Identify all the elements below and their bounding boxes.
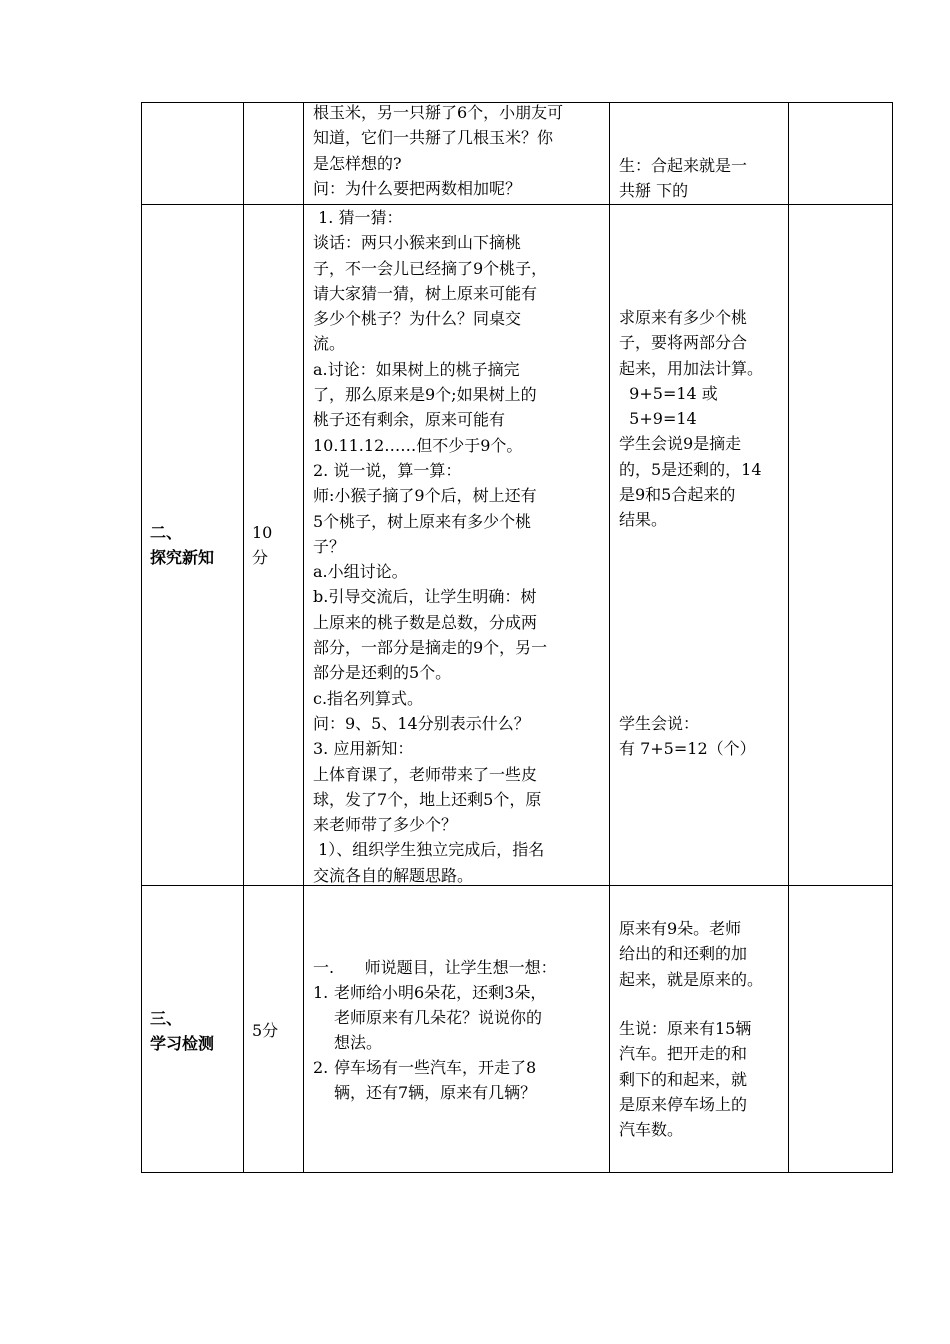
row3-student-activity-a: [619, 916, 763, 992]
row1-teacher-activity: [313, 100, 563, 201]
text-line: 2. 说一说，算一算：: [313, 460, 462, 480]
text-line: 球，发了7个，地上还剩5个，原: [313, 789, 542, 809]
table-border-bottom: [141, 1172, 893, 1173]
row3-student-activity-b: [619, 1016, 751, 1142]
text-line: 想法。: [334, 1033, 383, 1052]
col-border-3: [609, 102, 610, 1173]
text-line: 部分，一部分是摘走的9个，另一: [313, 638, 548, 658]
stage-title: 学习检测: [150, 1034, 215, 1053]
text-line: 学生会说9是摘走: [619, 434, 742, 454]
teacher-intro: 一. 师说题目，让学生想一想：: [313, 958, 557, 977]
text-line: c.指名列算式。: [313, 688, 424, 708]
text-line: 上体育课了，老师带来了一些皮: [313, 764, 538, 784]
text-line: 求原来有多少个桃: [619, 308, 748, 327]
text-line: 辆，还有7辆，原来有几辆？: [334, 1083, 537, 1102]
text-line: 给出的和还剩的加: [619, 944, 748, 964]
row2-teacher-activity: [313, 205, 547, 888]
text-line: 知道，它们一共掰了几根玉米？你: [313, 128, 554, 148]
text-line: a.讨论：如果树上的桃子摘完: [313, 359, 520, 379]
text-line: 汽车数。: [619, 1120, 684, 1140]
col-border-0: [141, 102, 142, 1173]
text-line: 来老师带了多少个？: [313, 815, 458, 835]
row1-student-activity: [619, 153, 747, 204]
text-line: 停车场有一些汽车，开走了8: [334, 1058, 537, 1077]
col-border-4: [788, 102, 789, 1173]
text-line: 5个桃子，树上原来有多少个桃: [313, 511, 532, 531]
row2-stage: [150, 520, 214, 570]
text-line: 汽车。把开走的和: [619, 1044, 748, 1064]
text-line: 3. 应用新知：: [313, 739, 414, 759]
text-line: 共掰 下的: [619, 181, 689, 201]
list-number: 1.: [313, 983, 329, 1002]
text-line: 起来，用加法计算。: [619, 358, 764, 378]
text-line: 桃子还有剩余，原来可能有: [313, 410, 506, 430]
text-line: 起来，就是原来的。: [619, 969, 764, 989]
text-line: 子，不一会儿已经摘了9个桃子，: [313, 258, 548, 278]
text-line: 1. 猜一猜：: [313, 208, 403, 227]
time-value: 5分: [252, 1021, 279, 1040]
text-line: 是9和5合起来的: [619, 485, 736, 505]
text-line: 了，那么原来是9个;如果树上的: [313, 385, 537, 405]
text-line: 是怎样想的?: [313, 153, 402, 173]
row2-student-activity-b: [619, 711, 756, 762]
text-line: 根玉米，另一只掰了6个，小朋友可: [313, 103, 564, 122]
text-line: 是原来停车场上的: [619, 1094, 748, 1114]
text-line: a.小组讨论。: [313, 562, 408, 582]
text-line: 5+9=14: [619, 409, 697, 429]
col-border-1: [243, 102, 244, 1173]
text-line: 老师原来有几朵花？说说你的: [334, 1008, 543, 1027]
text-line: 剩下的和起来，就: [619, 1069, 748, 1089]
text-line: 上原来的桃子数是总数，分成两: [313, 612, 538, 632]
text-line: 请大家猜一猜，树上原来可能有: [313, 283, 538, 303]
text-line: 子，要将两部分合: [619, 333, 748, 353]
list-item: [313, 980, 557, 1055]
stage-number: 三、: [150, 1009, 183, 1028]
col-border-5: [892, 102, 893, 1173]
text-line: 9+5=14 或: [619, 383, 718, 403]
text-line: 部分是还剩的5个。: [313, 663, 452, 683]
text-line: 老师给小明6朵花，还剩3朵，: [334, 983, 547, 1002]
text-line: b.引导交流后，让学生明确：树: [313, 587, 537, 607]
text-line: 子？: [313, 536, 346, 556]
row3-time: [252, 1018, 278, 1043]
lesson-table: [141, 102, 893, 1173]
text-line: 流。: [313, 334, 346, 354]
list-item: [313, 1055, 557, 1105]
time-value: 10: [252, 523, 273, 542]
row3-teacher-activity: [313, 955, 557, 1105]
text-line: 有 7+5=12（个）: [619, 739, 756, 759]
col-border-2: [303, 102, 304, 1173]
text-line: 谈话：两只小猴来到山下摘桃: [313, 233, 522, 253]
stage-number: 二、: [150, 523, 183, 542]
text-line: 师:小猴子摘了9个后，树上还有: [313, 486, 537, 506]
row2-student-activity-a: [619, 305, 763, 533]
text-line: 生：合起来就是一: [619, 156, 748, 175]
text-line: 生说：原来有15辆: [619, 1019, 752, 1038]
time-unit: 分: [252, 548, 269, 567]
text-line: 学生会说：: [619, 714, 700, 733]
text-line: 问：为什么要把两数相加呢？: [313, 178, 522, 198]
text-line: 1）、组织学生独立完成后，指名: [313, 840, 545, 860]
text-line: 结果。: [619, 510, 668, 530]
text-line: 问：9、5、14分别表示什么？: [313, 713, 530, 733]
text-line: 交流各自的解题思路。: [313, 865, 474, 885]
text-line: 10.11.12……但不少于9个。: [313, 435, 523, 455]
row3-stage: [150, 1006, 214, 1056]
list-number: 2.: [313, 1058, 329, 1077]
row2-time: [252, 520, 272, 570]
text-line: 原来有9朵。老师: [619, 919, 742, 938]
text-line: 的，5是还剩的，14: [619, 459, 762, 479]
text-line: 多少个桃子？为什么？同桌交: [313, 309, 522, 329]
stage-title: 探究新知: [150, 548, 215, 567]
